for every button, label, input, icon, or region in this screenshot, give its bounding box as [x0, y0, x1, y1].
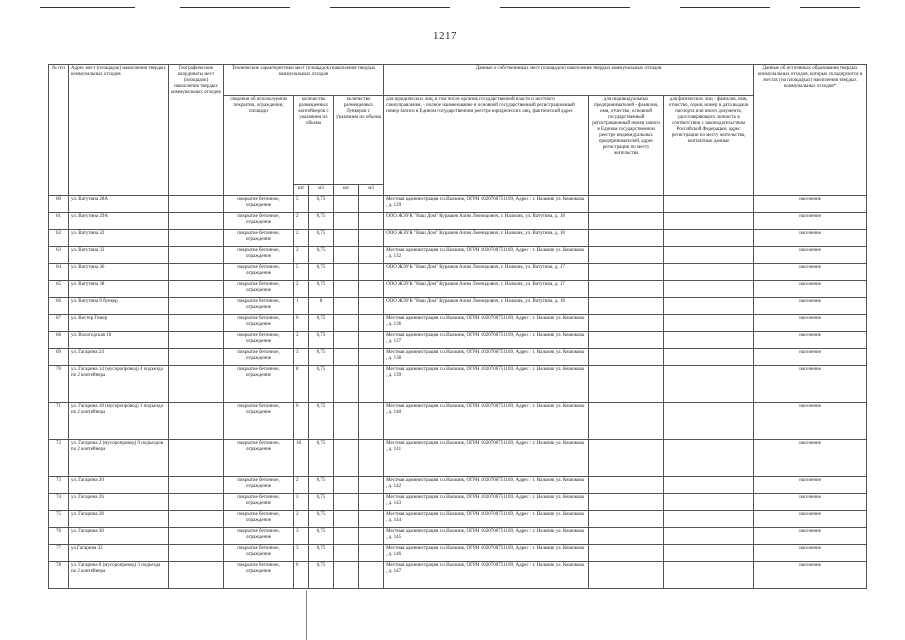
row-sources: население — [754, 562, 867, 589]
row-container-volume: 0,75 — [309, 366, 334, 403]
row-bunker-volume — [359, 315, 384, 332]
table-row — [49, 315, 867, 332]
unit-m3: м3 — [359, 185, 384, 196]
row-owner-phys — [664, 264, 754, 281]
row-bunker-count — [334, 494, 359, 511]
row-owner-phys — [664, 366, 754, 403]
row-number: 63 — [49, 247, 69, 264]
row-sources: население — [754, 440, 867, 477]
row-bunker-count — [334, 562, 359, 589]
row-owner-phys — [664, 281, 754, 298]
row-container-count: 18 — [294, 440, 309, 477]
row-surface: покрытие бетонное, ограждение — [224, 247, 294, 264]
row-sources: население — [754, 494, 867, 511]
table-row — [49, 196, 867, 213]
row-bunker-volume — [359, 440, 384, 477]
table-row — [49, 332, 867, 349]
row-sources: население — [754, 511, 867, 528]
row-bunker-count — [334, 477, 359, 494]
row-container-volume: 0,75 — [309, 332, 334, 349]
row-address: ул. Гагарина 18 (мусоропровод) 3 подъезда по 2 контейнера — [69, 403, 169, 440]
row-geo — [169, 511, 224, 528]
row-container-count: 8 — [294, 366, 309, 403]
row-address: ул.Гагарина 32 — [69, 545, 169, 562]
row-surface: покрытие бетонное, ограждение — [224, 281, 294, 298]
row-container-volume: 0,75 — [309, 213, 334, 230]
row-surface: покрытие бетонное, ограждение — [224, 366, 294, 403]
top-rule-2 — [180, 7, 290, 8]
row-container-count: 3 — [294, 528, 309, 545]
row-surface: покрытие бетонное, ограждение — [224, 494, 294, 511]
top-rule-4 — [500, 7, 630, 8]
row-owner-legal: Местная администрация г.о.Нальчик, ОГРН 1020700751169, Адрес : г. Нальчик ул. Кешокова , д. 140 — [384, 403, 589, 440]
row-owner-legal: Местная администрация г.о.Нальчик, ОГРН 1020700751169, Адрес : г. Нальчик ул. Кешокова , д. 136 — [384, 315, 589, 332]
row-surface: покрытие бетонное, ограждение — [224, 528, 294, 545]
row-owner-phys — [664, 403, 754, 440]
row-container-volume: 0,75 — [309, 511, 334, 528]
row-owner-legal: Местная администрация г.о.Нальчик, ОГРН 1020700751169, Адрес : г. Нальчик ул. Кешокова , д. 142 — [384, 477, 589, 494]
row-owner-ip — [589, 281, 664, 298]
row-bunker-count — [334, 213, 359, 230]
row-owner-phys — [664, 230, 754, 247]
row-bunker-count — [334, 247, 359, 264]
row-bunker-volume — [359, 230, 384, 247]
row-owner-phys — [664, 349, 754, 366]
unit-pcs: шт — [294, 185, 309, 196]
row-geo — [169, 315, 224, 332]
row-container-count: 1 — [294, 298, 309, 315]
row-owner-ip — [589, 477, 664, 494]
row-owner-phys — [664, 545, 754, 562]
row-owner-ip — [589, 332, 664, 349]
row-bunker-volume — [359, 511, 384, 528]
row-container-volume: 0,75 — [309, 494, 334, 511]
row-owner-legal: Местная администрация г.о.Нальчик, ОГРН 1020700751169, Адрес : г. Нальчик ул. Кешокова , д. 132 — [384, 247, 589, 264]
row-geo — [169, 230, 224, 247]
row-container-count: 3 — [294, 494, 309, 511]
row-address: ул. Гагарина 24 — [69, 349, 169, 366]
row-bunker-volume — [359, 349, 384, 366]
row-owner-legal: ООО ЖЭУК "Наш Дом" Курашев Алим Леонидович, г. Нальчик, ул. Ватутина, д. 18 — [384, 230, 589, 247]
row-bunker-volume — [359, 366, 384, 403]
scan-line — [306, 590, 307, 640]
row-address: ул. Гагарина 8 (мусоропровод) 3 подъезда по 2 контейнера — [69, 562, 169, 589]
row-surface: покрытие бетонное, ограждение — [224, 230, 294, 247]
row-address: ул. Гагарина 20 — [69, 477, 169, 494]
row-owner-phys — [664, 247, 754, 264]
row-number: 62 — [49, 230, 69, 247]
table-row — [49, 477, 867, 494]
header-surface: сведения об используемом покрытии, ограждении, площади — [224, 96, 294, 196]
table-row — [49, 366, 867, 403]
row-container-count: 3 — [294, 545, 309, 562]
row-owner-ip — [589, 349, 664, 366]
row-bunker-count — [334, 315, 359, 332]
row-owner-legal: Местная администрация г.о.Нальчик, ОГРН 1020700751169, Адрес : г. Нальчик ул. Кешокова , д. 138 — [384, 349, 589, 366]
row-container-count: 6 — [294, 403, 309, 440]
row-number: 77 — [49, 545, 69, 562]
row-owner-ip — [589, 494, 664, 511]
row-number: 60 — [49, 196, 69, 213]
row-bunker-count — [334, 349, 359, 366]
row-surface: покрытие бетонное, ограждение — [224, 477, 294, 494]
row-geo — [169, 440, 224, 477]
row-surface: покрытие бетонное, ограждение — [224, 213, 294, 230]
row-container-volume: 0,75 — [309, 230, 334, 247]
row-sources: население — [754, 315, 867, 332]
row-container-count: 2 — [294, 511, 309, 528]
row-owner-ip — [589, 264, 664, 281]
row-owner-ip — [589, 213, 664, 230]
row-owner-legal: Местная администрация г.о.Нальчик, ОГРН 1020700751169, Адрес : г. Нальчик ул. Кешокова , д. 139 — [384, 366, 589, 403]
row-number: 78 — [49, 562, 69, 589]
header-num: № п/п — [49, 65, 69, 196]
row-bunker-volume — [359, 281, 384, 298]
row-bunker-count — [334, 230, 359, 247]
row-owner-ip — [589, 315, 664, 332]
row-owner-legal: Местная администрация г.о.Нальчик, ОГРН 1020700751169, Адрес : г. Нальчик ул. Кешокова , д. 146 — [384, 545, 589, 562]
row-surface: покрытие бетонное, ограждение — [224, 315, 294, 332]
row-owner-legal: ООО ЖЭУК "Наш Дом" Курашев Алим Леонидович, г. Нальчик, ул. Ватутина, д. 18 — [384, 213, 589, 230]
row-number: 67 — [49, 315, 69, 332]
header-tech: Технические характеристики мест (площадок) накопления твердых коммунальных отходов — [224, 65, 384, 96]
unit-m3: м3 — [309, 185, 334, 196]
row-number: 71 — [49, 403, 69, 440]
row-container-volume: 0,75 — [309, 196, 334, 213]
row-number: 74 — [49, 494, 69, 511]
table-row — [49, 230, 867, 247]
row-container-volume: 0,75 — [309, 281, 334, 298]
row-owner-legal: ООО ЖЭУК "Наш Дом" Курашев Алим Леонидович, г. Нальчик, ул. Ватутина, д. 18 — [384, 298, 589, 315]
row-owner-phys — [664, 440, 754, 477]
row-owner-ip — [589, 511, 664, 528]
row-bunker-count — [334, 366, 359, 403]
row-surface: покрытие бетонное, ограждение — [224, 332, 294, 349]
row-owner-legal: Местная администрация г.о.Нальчик, ОГРН 1020700751169, Адрес : г. Нальчик ул. Кешокова , д. 141 — [384, 440, 589, 477]
row-geo — [169, 247, 224, 264]
row-number: 72 — [49, 440, 69, 477]
row-container-volume: 0,75 — [309, 440, 334, 477]
row-geo — [169, 403, 224, 440]
table-row — [49, 247, 867, 264]
table-row — [49, 494, 867, 511]
row-address: ул. Гагарина 26 — [69, 494, 169, 511]
row-owner-ip — [589, 366, 664, 403]
row-address: ул. Ватутина 29А — [69, 213, 169, 230]
row-container-count: 5 — [294, 264, 309, 281]
row-owner-legal: Местная администрация г.о.Нальчик, ОГРН 1020700751169, Адрес : г. Нальчик ул. Кешокова , д. 143 — [384, 494, 589, 511]
header-geo: Географические координаты мест (площадок) накопления твердых коммунальных отходов — [169, 65, 224, 196]
row-bunker-count — [334, 528, 359, 545]
row-number: 61 — [49, 213, 69, 230]
header-legal: для юридических лиц, в том числе органов государственной власти и местного самоуправления, - полное наименование и основной государственный регистрационный номер записи в Едином государственном реестре юридических лиц, фактический адрес — [384, 96, 589, 196]
row-address: ул. Гагарина 14 (мусоропровод) 4 подъезда по 2 контейнера — [69, 366, 169, 403]
row-number: 75 — [49, 511, 69, 528]
row-address: ул. Ватутина 28А — [69, 196, 169, 213]
row-geo — [169, 494, 224, 511]
row-container-volume: 0,75 — [309, 349, 334, 366]
row-surface: покрытие бетонное, ограждение — [224, 545, 294, 562]
row-sources: население — [754, 264, 867, 281]
row-owner-legal: ООО ЖЭУК "Наш Дом" Курашев Алим Леонидович, г. Нальчик, ул. Ватутина, д. 17 — [384, 281, 589, 298]
row-number: 70 — [49, 366, 69, 403]
row-bunker-count — [334, 332, 359, 349]
row-geo — [169, 528, 224, 545]
row-address: ул. Гагарина 30 — [69, 528, 169, 545]
header-phys: для физических лиц - фамилия, имя, отчество, серия, номер и дата выдачи паспорта или иного документа, удостоверяющего личность в соответствии с законодательством Российской Федерации, адрес регистрации по месту жительства, контактные данные — [664, 96, 754, 196]
row-owner-ip — [589, 230, 664, 247]
row-number: 64 — [49, 264, 69, 281]
top-rule-3 — [330, 7, 450, 8]
row-container-volume: 0,75 — [309, 264, 334, 281]
row-surface: покрытие бетонное, ограждение — [224, 298, 294, 315]
row-sources: население — [754, 528, 867, 545]
row-surface: покрытие бетонное, ограждение — [224, 562, 294, 589]
row-sources: население — [754, 545, 867, 562]
row-geo — [169, 213, 224, 230]
row-geo — [169, 332, 224, 349]
header-address: Адрес мест (площадок) накопления твердых коммунальных отходов — [69, 65, 169, 196]
row-bunker-volume — [359, 403, 384, 440]
row-surface: покрытие бетонное, ограждение — [224, 349, 294, 366]
table-row — [49, 440, 867, 477]
row-bunker-volume — [359, 477, 384, 494]
table-body — [49, 196, 867, 589]
row-sources: население — [754, 403, 867, 440]
row-owner-legal: Местная администрация г.о.Нальчик, ОГРН 1020700751169, Адрес : г. Нальчик ул. Кешокова , д. 145 — [384, 528, 589, 545]
row-bunker-volume — [359, 494, 384, 511]
table-row — [49, 213, 867, 230]
row-sources: население — [754, 366, 867, 403]
row-bunker-count — [334, 511, 359, 528]
row-sources: население — [754, 298, 867, 315]
header-ip: для индивидуальных предпринимателей - фамилия, имя, отчество, основной государственный регистрационный номер записи в Едином государственном реестре индивидуальных предпринимателей, адрес регистрации по месту жительства — [589, 96, 664, 196]
row-owner-phys — [664, 315, 754, 332]
row-container-count: 2 — [294, 213, 309, 230]
table-row — [49, 511, 867, 528]
unit-pcs: шт — [334, 185, 359, 196]
row-address: ул. Ватутина 33 — [69, 247, 169, 264]
table-row — [49, 281, 867, 298]
row-container-count: 5 — [294, 196, 309, 213]
row-address: ул. Гагарина 28 — [69, 511, 169, 528]
header-owner: Данные о собственниках мест (площадок) накопления твердых коммунальных отходов — [384, 65, 754, 96]
table-row — [49, 403, 867, 440]
waste-sites-table — [48, 64, 867, 589]
row-bunker-volume — [359, 545, 384, 562]
row-bunker-count — [334, 403, 359, 440]
table-row — [49, 562, 867, 589]
row-address: ул. Вестер Гинер — [69, 315, 169, 332]
row-geo — [169, 545, 224, 562]
row-number: 68 — [49, 332, 69, 349]
row-geo — [169, 281, 224, 298]
row-owner-ip — [589, 528, 664, 545]
row-owner-phys — [664, 528, 754, 545]
row-geo — [169, 477, 224, 494]
row-sources: население — [754, 230, 867, 247]
row-bunker-count — [334, 196, 359, 213]
row-bunker-volume — [359, 264, 384, 281]
row-owner-ip — [589, 298, 664, 315]
row-number: 76 — [49, 528, 69, 545]
row-owner-phys — [664, 332, 754, 349]
row-owner-phys — [664, 494, 754, 511]
row-container-volume: 0,75 — [309, 247, 334, 264]
row-owner-phys — [664, 562, 754, 589]
row-address: ул. Ватутина 32 — [69, 230, 169, 247]
row-container-volume: 0,75 — [309, 528, 334, 545]
row-owner-ip — [589, 247, 664, 264]
row-sources: население — [754, 349, 867, 366]
row-geo — [169, 349, 224, 366]
row-container-count: 6 — [294, 562, 309, 589]
table-row — [49, 528, 867, 545]
row-number: 69 — [49, 349, 69, 366]
row-bunker-count — [334, 545, 359, 562]
row-address: ул. Вологодская 10 — [69, 332, 169, 349]
row-sources: население — [754, 196, 867, 213]
row-bunker-count — [334, 281, 359, 298]
row-address: ул. Гагарина 2 (мусоропровод) 9 подъездов по 2 контейнера — [69, 440, 169, 477]
row-owner-phys — [664, 477, 754, 494]
table-row — [49, 349, 867, 366]
row-container-volume: 0,75 — [309, 315, 334, 332]
row-surface: покрытие бетонное, ограждение — [224, 511, 294, 528]
row-bunker-volume — [359, 196, 384, 213]
row-bunker-volume — [359, 298, 384, 315]
row-owner-legal: Местная администрация г.о.Нальчик, ОГРН 1020700751169, Адрес : г. Нальчик ул. Кешокова , д. 129 — [384, 196, 589, 213]
row-container-count: 2 — [294, 281, 309, 298]
row-owner-ip — [589, 545, 664, 562]
row-bunker-volume — [359, 247, 384, 264]
row-container-count: 2 — [294, 477, 309, 494]
row-container-volume: 0,75 — [309, 562, 334, 589]
row-owner-legal: ООО ЖЭУК "Наш Дом" Курашев Алим Леонидович, г. Нальчик, ул. Ватутина, д. 17 — [384, 264, 589, 281]
header-planned: количество размещенных бункеров с указанием их объема — [334, 96, 384, 185]
row-number: 65 — [49, 281, 69, 298]
row-owner-ip — [589, 440, 664, 477]
row-sources: население — [754, 332, 867, 349]
row-owner-phys — [664, 298, 754, 315]
row-owner-phys — [664, 213, 754, 230]
row-container-count: 2 — [294, 247, 309, 264]
row-bunker-count — [334, 264, 359, 281]
table-row — [49, 264, 867, 281]
row-sources: население — [754, 477, 867, 494]
row-address: ул. Ватутина 38 — [69, 281, 169, 298]
top-rule-5 — [680, 7, 770, 8]
row-surface: покрытие бетонное, ограждение — [224, 264, 294, 281]
row-container-count: 3 — [294, 349, 309, 366]
row-owner-legal: Местная администрация г.о.Нальчик, ОГРН 1020700751169, Адрес : г. Нальчик ул. Кешокова , д. 147 — [384, 562, 589, 589]
row-bunker-count — [334, 298, 359, 315]
row-sources: население — [754, 247, 867, 264]
top-rule-1 — [40, 7, 135, 8]
row-address: ул. Ватутина 36 — [69, 264, 169, 281]
row-bunker-volume — [359, 213, 384, 230]
row-container-count: 2 — [294, 332, 309, 349]
page-number: 1217 — [433, 30, 457, 42]
row-number: 66 — [49, 298, 69, 315]
row-sources: население — [754, 213, 867, 230]
row-geo — [169, 366, 224, 403]
row-bunker-volume — [359, 562, 384, 589]
row-container-volume: 0,75 — [309, 403, 334, 440]
row-bunker-volume — [359, 332, 384, 349]
row-number: 73 — [49, 477, 69, 494]
row-owner-ip — [589, 562, 664, 589]
row-bunker-volume — [359, 528, 384, 545]
row-owner-phys — [664, 196, 754, 213]
header-placed: количество размещенных контейнеров с указанием их объема — [294, 96, 334, 185]
row-container-volume: 8 — [309, 298, 334, 315]
row-geo — [169, 298, 224, 315]
row-bunker-count — [334, 440, 359, 477]
table-row — [49, 298, 867, 315]
row-owner-phys — [664, 511, 754, 528]
top-rule-6 — [800, 7, 860, 8]
row-owner-ip — [589, 403, 664, 440]
row-surface: покрытие бетонное, ограждение — [224, 403, 294, 440]
row-geo — [169, 264, 224, 281]
row-owner-legal: Местная администрация г.о.Нальчик, ОГРН 1020700751169, Адрес : г. Нальчик ул. Кешокова , д. 137 — [384, 332, 589, 349]
table-row — [49, 545, 867, 562]
row-container-volume: 0,75 — [309, 477, 334, 494]
row-surface: покрытие бетонное, ограждение — [224, 440, 294, 477]
header-sources: Данные об источниках образования твердых коммунальных отходов, которые складируются в местах (на площадках) накопления твердых коммунальных отходов* — [754, 65, 867, 196]
row-geo — [169, 196, 224, 213]
row-sources: население — [754, 281, 867, 298]
row-container-count: 2 — [294, 230, 309, 247]
row-container-volume: 0,75 — [309, 545, 334, 562]
row-owner-ip — [589, 196, 664, 213]
row-owner-legal: Местная администрация г.о.Нальчик, ОГРН 1020700751169, Адрес : г. Нальчик ул. Кешокова , д. 144 — [384, 511, 589, 528]
row-geo — [169, 562, 224, 589]
row-surface: покрытие бетонное, ограждение — [224, 196, 294, 213]
row-address: ул. Ватутина 9 бункер — [69, 298, 169, 315]
row-container-count: 6 — [294, 315, 309, 332]
